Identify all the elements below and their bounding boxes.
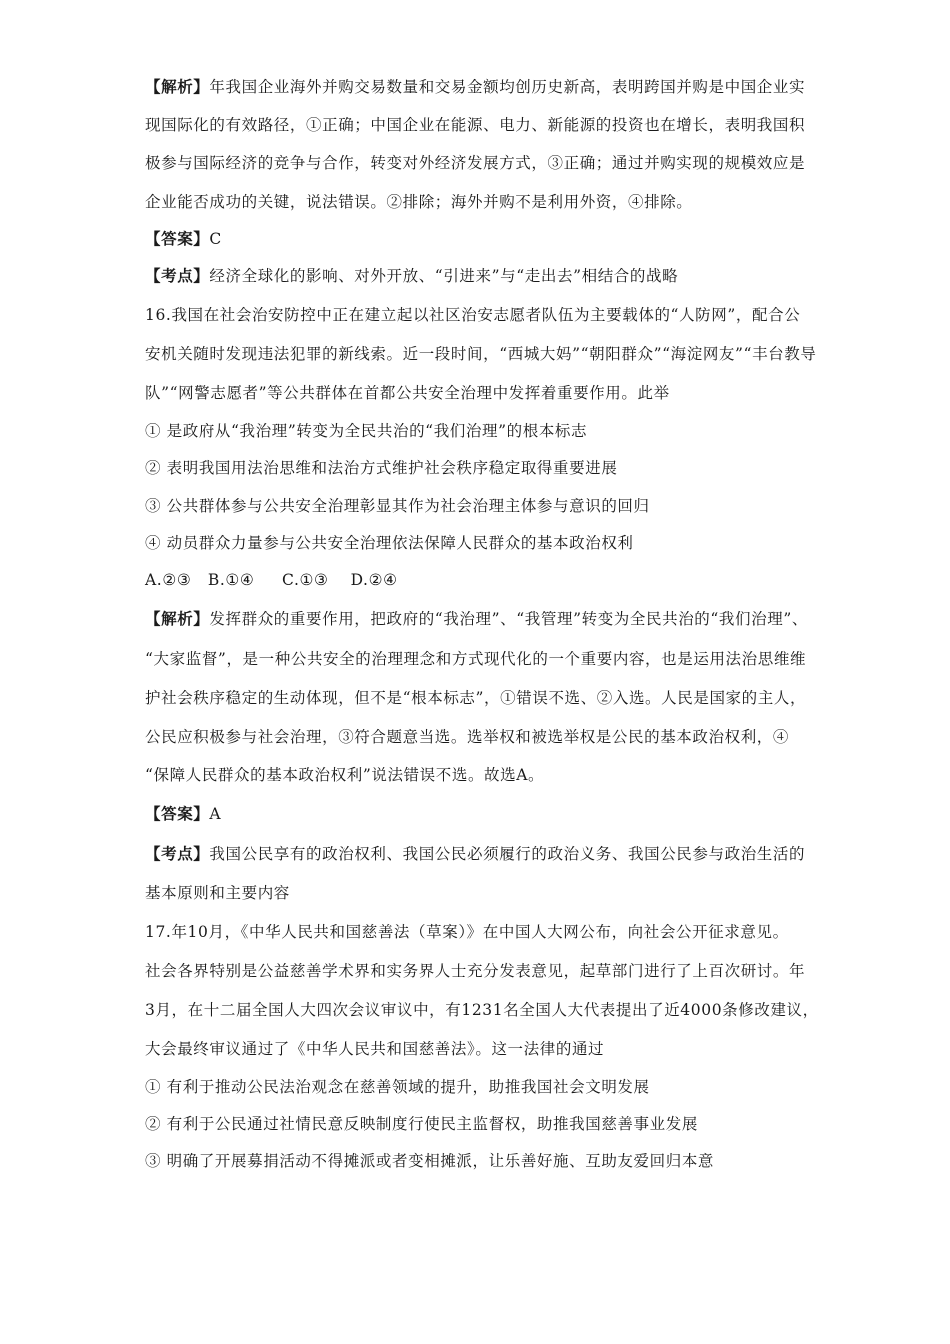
line-text: 16.我国在社会治安防控中正在建立起以社区治安志愿者队伍为主要载体的“人防网”，配合公 [145, 306, 801, 324]
text-line [145, 883, 290, 903]
line-text: 队”“网警志愿者”等公共群体在首都公共安全治理中发挥着重要作用。此举 [145, 384, 670, 402]
text-line [145, 649, 806, 669]
line-text: 基本原则和主要内容 [145, 884, 290, 902]
text-line [145, 496, 650, 516]
line-text: ① 是政府从“我治理”转变为全民共治的“我们治理”的根本标志 [145, 422, 588, 440]
line-text: 大会最终审议通过了《中华人民共和国慈善法》。这一法律的通过 [145, 1040, 605, 1058]
line-text: 现国际化的有效路径，①正确；中国企业在能源、电力、新能源的投资也在增长，表明我国积 [145, 116, 806, 134]
section-tag: 【答案】 [145, 804, 210, 823]
line-text: “大家监督”，是一种公共安全的治理理念和方式现代化的一个重要内容，也是运用法治思维维 [145, 650, 807, 668]
text-line [145, 266, 678, 286]
text-line [145, 77, 805, 97]
line-text: 极参与国际经济的竞争与合作，转变对外经济发展方式，③正确；通过并购实现的规模效应是 [145, 154, 806, 172]
line-text: 公民应积极参与社会治理，③符合题意当选。选举权和被选举权是公民的基本政治权利，④ [145, 728, 790, 746]
line-text: ③ 明确了开展募捐活动不得摊派或者变相摊派，让乐善好施、互助友爱回归本意 [145, 1152, 715, 1170]
text-line [145, 609, 808, 629]
text-line [145, 421, 587, 441]
line-text: 安机关随时发现违法犯罪的新线索。近一段时间，“西城大妈”“朝阳群众”“海淀网友”“丰台教导 [145, 345, 817, 363]
section-tag: 【考点】 [145, 844, 210, 863]
section-tag: 【考点】 [145, 266, 210, 285]
text-line [145, 153, 805, 173]
line-text: 我国公民享有的政治权利、我国公民必须履行的政治义务、我国公民参与政治生活的 [209, 845, 806, 863]
text-line [145, 1039, 604, 1059]
line-text: ③ 公共群体参与公共安全治理彰显其作为社会治理主体参与意识的回归 [145, 497, 650, 515]
text-line [145, 1077, 650, 1097]
line-text: A.②③ B.①④ C.①③ D.②④ [145, 571, 398, 589]
text-line [145, 229, 222, 249]
section-tag: 【解析】 [145, 609, 210, 628]
text-line [145, 727, 789, 747]
text-line [145, 192, 692, 212]
text-line [145, 844, 805, 864]
text-line [145, 804, 221, 824]
text-line [145, 922, 789, 942]
line-text: “保障人民群众的基本政治权利”说法错误不选。故选A。 [145, 766, 545, 784]
line-text: ④ 动员群众力量参与公共安全治理依法保障人民群众的基本政治权利 [145, 534, 634, 552]
section-tag: 【解析】 [145, 77, 210, 96]
line-text: A [209, 805, 222, 823]
line-text: 17.年10月，《中华人民共和国慈善法（草案）》在中国人大网公布，向社会公开征求意见。 [145, 923, 789, 941]
answer-options [145, 570, 398, 590]
line-text: 3月，在十二届全国人大四次会议审议中，有1231名全国人大代表提出了近4000条修改建议， [145, 1001, 819, 1019]
text-line [145, 1114, 698, 1134]
text-line [145, 115, 805, 135]
line-text: 年我国企业海外并购交易数量和交易金额均创历史新高，表明跨国并购是中国企业实 [209, 78, 806, 96]
line-text: 企业能否成功的关键，说法错误。②排除；海外并购不是利用外资，④排除。 [145, 193, 693, 211]
section-tag: 【答案】 [145, 229, 210, 248]
text-line [145, 1000, 819, 1020]
line-text: 社会各界特别是公益慈善学术界和实务界人士充分发表意见，起草部门进行了上百次研讨。年 [145, 962, 806, 980]
text-line [145, 383, 670, 403]
line-text: ② 表明我国用法治思维和法治方式维护社会秩序稳定取得重要进展 [145, 459, 618, 477]
line-text: 发挥群众的重要作用，把政府的“我治理”、“我管理”转变为全民共治的“我们治理”、 [209, 610, 808, 628]
text-line [145, 344, 816, 364]
text-line [145, 765, 544, 785]
line-text: ② 有利于公民通过社情民意反映制度行使民主监督权，助推我国慈善事业发展 [145, 1115, 698, 1133]
text-line [145, 1151, 714, 1171]
text-line [145, 458, 617, 478]
text-line [145, 961, 805, 981]
line-text: C [209, 230, 222, 248]
line-text: ① 有利于推动公民法治观念在慈善领域的提升，助推我国社会文明发展 [145, 1078, 650, 1096]
text-line [145, 533, 634, 553]
text-line [145, 688, 806, 708]
text-line [145, 305, 800, 325]
line-text: 经济全球化的影响、对外开放、“引进来”与“走出去”相结合的战略 [209, 267, 679, 285]
line-text: 护社会秩序稳定的生动体现，但不是“根本标志”，①错误不选、②入选。人民是国家的主人， [145, 689, 807, 707]
